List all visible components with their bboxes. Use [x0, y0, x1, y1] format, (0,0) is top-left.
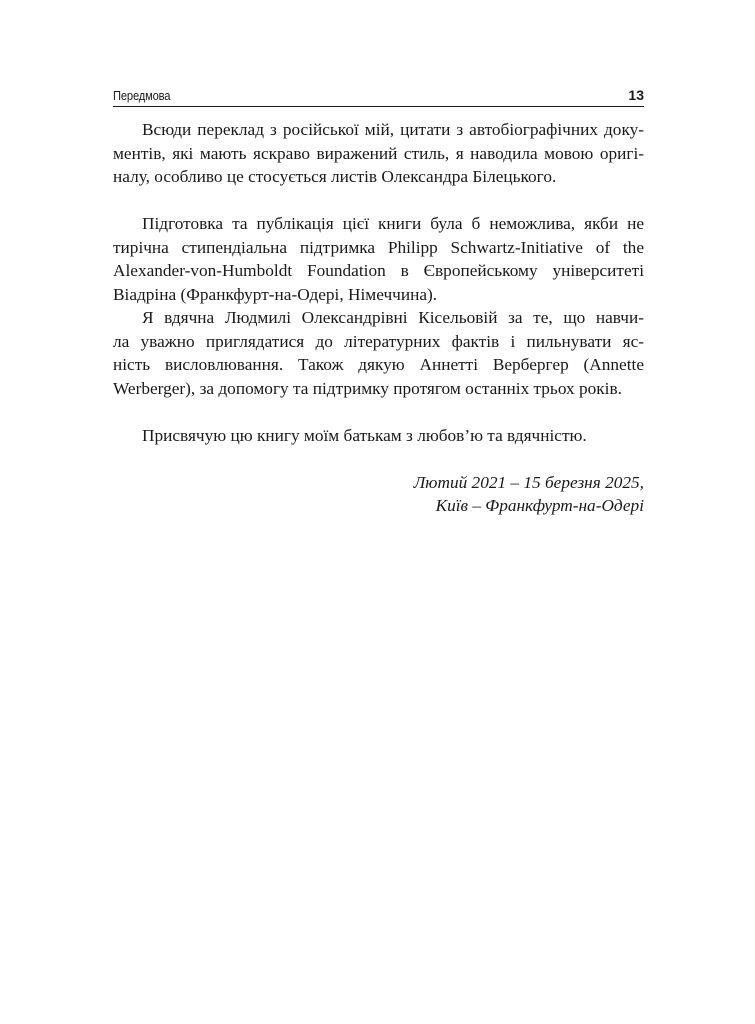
signature-date: Лютий 2021 – 15 березня 2025, [413, 472, 644, 492]
section-title: Передмова [113, 88, 171, 103]
text-line: Всюди переклад з російської мій, цитати з автобіографічних доку- [142, 120, 644, 139]
paragraph-acknowledgement-people [113, 306, 644, 400]
running-header [113, 86, 644, 107]
text-line: ментів, які мають яскраво виражений стиль, я наводила мовою оригі- [113, 143, 644, 163]
signature-block [113, 471, 644, 518]
paragraph-spacer [113, 447, 644, 471]
text-line: Alexander-von-Humboldt Foundation в Європейському університеті [113, 261, 644, 280]
text-line: Віадріна (Франкфурт-на-Одері, Німеччина). [113, 284, 438, 304]
paragraph-translation-note [113, 118, 644, 189]
paragraph-spacer [113, 400, 644, 424]
paragraph-dedication [113, 424, 644, 448]
text-line: Присвячую цю книгу моїм батькам з любов’ю та вдячністю. [142, 425, 587, 445]
paragraph-spacer [113, 189, 644, 213]
text-line: ла уважно приглядатися до літературних фактів і пильнувати яс- [113, 331, 644, 351]
main-text [113, 118, 644, 518]
signature-place: Київ – Франкфурт-на-Одері [435, 496, 644, 515]
text-line: Я вдячна Людмилі Олександрівні Кісельовій за те, що навчи- [142, 308, 644, 327]
text-line: ність висловлювання. Також дякую Аннетті Вербергер (Annette [113, 355, 644, 374]
page-number: 13 [628, 87, 644, 103]
paragraph-acknowledgement-funding [113, 212, 644, 306]
text-line: тирічна стипендіальна підтримка Philipp Schwartz-Initiative of the [113, 237, 644, 257]
text-line: налу, особливо це стосується листів Олександра Білецького. [113, 167, 557, 186]
text-line: Werberger), за допомогу та підтримку протягом останніх трьох років. [113, 378, 622, 398]
text-line: Підготовка та публікація цієї книги була б неможлива, якби не [142, 214, 644, 233]
